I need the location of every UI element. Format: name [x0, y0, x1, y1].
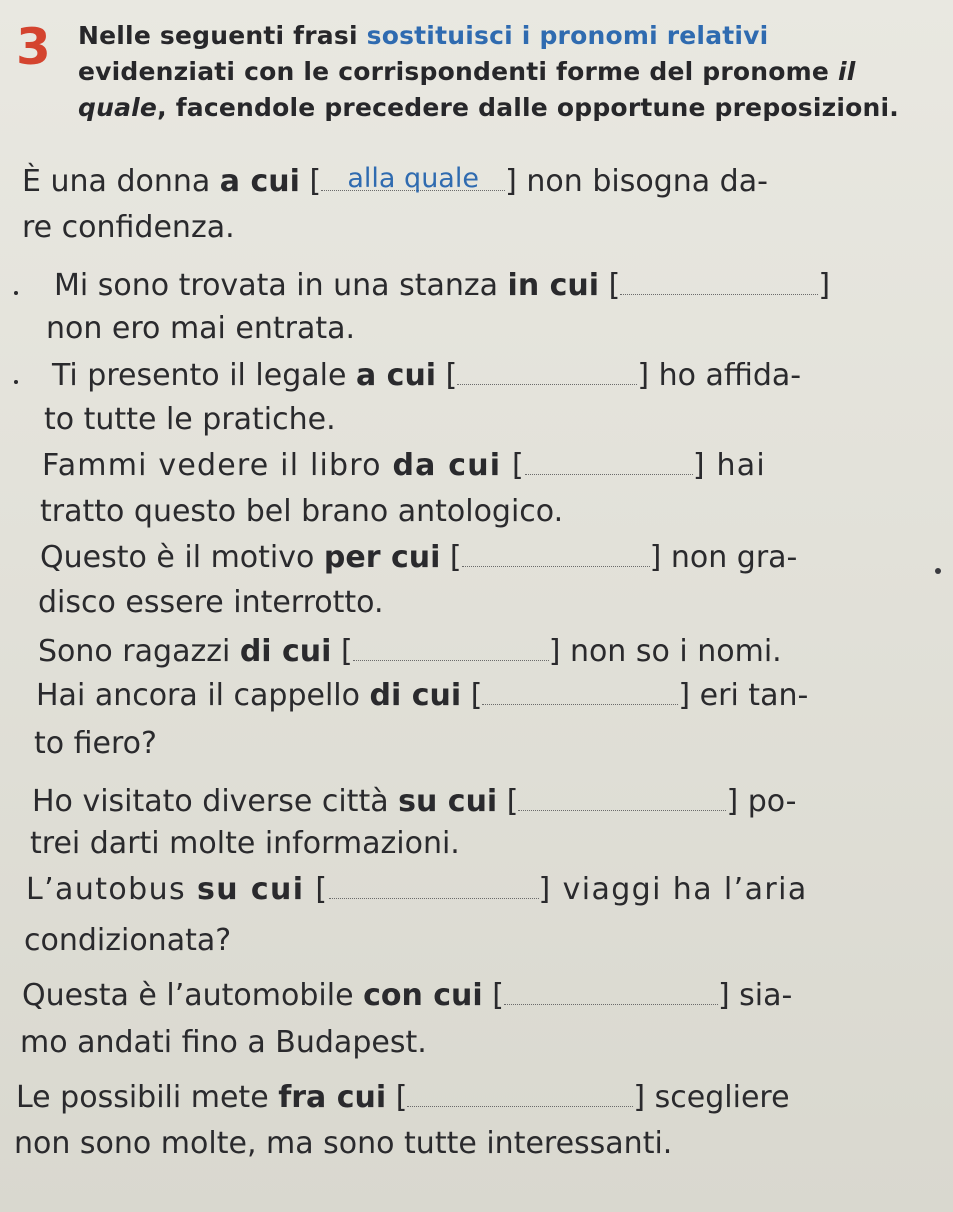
instruction-text-2: evidenziati con le corrispondenti forme del pronome	[78, 57, 838, 86]
sentence-2-line-2: non ero mai entrata.	[46, 311, 356, 346]
sentence-3-line-1: Ti presento il legale a cui [ ] ho affida-	[52, 358, 802, 393]
sentence-7-line-1: Hai ancora il cappello di cui [ ] eri tan-	[36, 678, 809, 713]
sentence-10-line-2: mo andati fino a Budapest.	[20, 1025, 427, 1060]
sentence-8-line-2: trei darti molte informazioni.	[30, 826, 460, 861]
filled-answer: alla quale	[347, 163, 479, 194]
bullet	[14, 291, 18, 295]
relative-pronoun: a cui	[355, 358, 437, 393]
answer-blank[interactable]	[504, 978, 718, 1005]
instruction-text-1: Nelle seguenti frasi	[78, 21, 367, 50]
sentence-11-line-1: Le possibili mete fra cui [ ] scegliere	[16, 1080, 790, 1115]
relative-pronoun: di cui	[369, 678, 462, 713]
answer-blank[interactable]	[482, 678, 678, 705]
answer-blank[interactable]	[525, 448, 693, 475]
relative-pronoun: da cui	[392, 448, 502, 483]
sentence-1-line-2: re confidenza.	[22, 210, 235, 245]
instruction-italic: il quale	[78, 57, 856, 122]
exercise-number: 3	[16, 18, 51, 76]
bullet	[14, 380, 18, 384]
answer-blank[interactable]	[462, 540, 650, 567]
answer-blank[interactable]	[329, 872, 539, 899]
relative-pronoun: di cui	[239, 634, 332, 669]
answer-blank[interactable]	[407, 1080, 633, 1107]
relative-pronoun: fra cui	[278, 1080, 387, 1115]
sentence-5-line-2: disco essere interrotto.	[38, 585, 384, 620]
instruction-highlight: sostituisci i pronomi relativi	[366, 21, 769, 50]
answer-blank[interactable]	[321, 163, 505, 194]
relative-pronoun: su cui	[197, 872, 305, 907]
relative-pronoun: con cui	[363, 978, 483, 1013]
sentence-4-line-1: Fammi vedere il libro da cui [ ] hai	[42, 448, 766, 483]
sentence-6-line-1: Sono ragazzi di cui [ ] non so i nomi.	[38, 634, 782, 669]
relative-pronoun: per cui	[323, 540, 441, 575]
answer-blank[interactable]	[620, 268, 818, 295]
sentence-11-line-2: non sono molte, ma sono tutte interessanti.	[14, 1126, 673, 1161]
sentence-1-line-1: È una donna a cui [ alla quale ] non bisogna da-	[22, 163, 768, 199]
relative-pronoun: in cui	[507, 268, 600, 303]
ink-dot	[935, 568, 941, 574]
sentence-9-line-2: condizionata?	[24, 923, 232, 958]
sentence-4-line-2: tratto questo bel brano antologico.	[40, 494, 564, 529]
sentence-9-line-1: L’autobus su cui [ ] viaggi ha l’aria	[26, 872, 808, 907]
exercise-instruction	[78, 18, 928, 126]
relative-pronoun: a cui	[219, 164, 300, 199]
sentence-8-line-1: Ho visitato diverse città su cui [ ] po-	[32, 784, 797, 819]
answer-blank[interactable]	[353, 634, 549, 661]
answer-blank[interactable]	[518, 784, 726, 811]
answer-blank[interactable]	[457, 358, 637, 385]
sentence-5-line-1: Questo è il motivo per cui [ ] non gra-	[40, 540, 798, 575]
relative-pronoun: su cui	[398, 784, 498, 819]
sentence-3-line-2: to tutte le pratiche.	[44, 402, 336, 437]
sentence-2-line-1: Mi sono trovata in una stanza in cui [ ]	[54, 268, 831, 303]
sentence-7-line-2: to fiero?	[34, 726, 157, 761]
instruction-text-3: , facendole precedere dalle opportune preposizioni.	[157, 93, 900, 122]
sentence-10-line-1: Questa è l’automobile con cui [ ] sia-	[22, 978, 793, 1013]
